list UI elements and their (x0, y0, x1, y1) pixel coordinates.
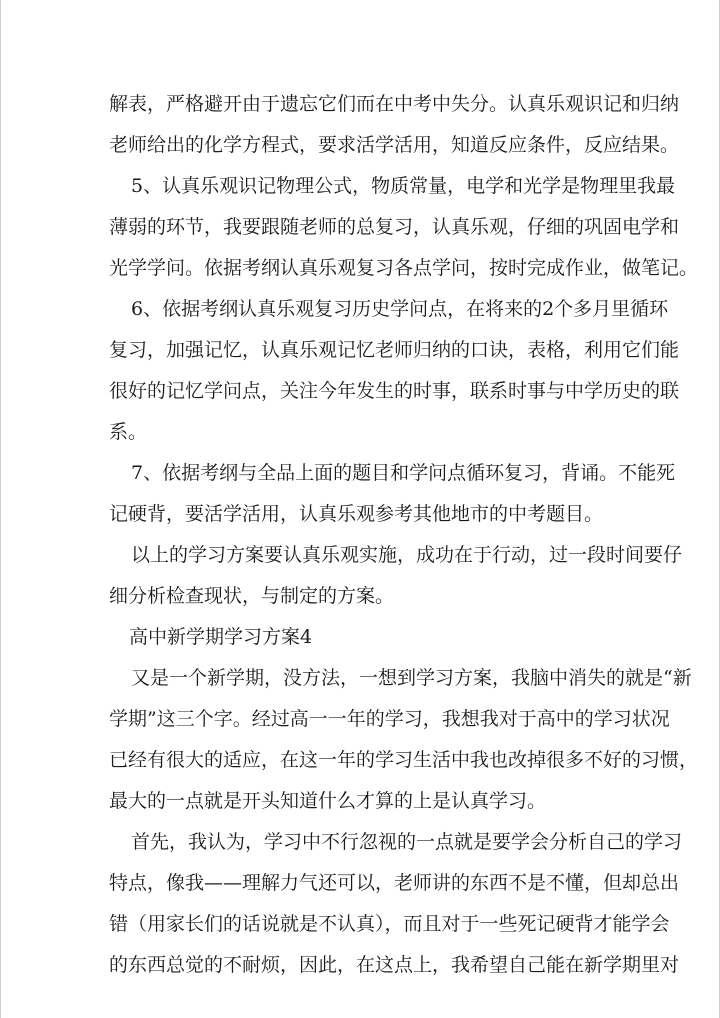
text-line: 以上的学习方案要认真乐观实施，成功在于行动，过一段时间要仔 (131, 544, 683, 566)
text-line: 5、认真乐观识记物理公式，物质常量，电学和光学是物理里我最 (131, 175, 676, 197)
text-line: 错（用家长们的话说就是不认真），而且对于一些死记硬背才能学会 (109, 913, 670, 935)
text-line: 很好的记忆学问点，关注今年发生的时事，联系时事与中学历史的联 (109, 380, 680, 402)
text-line: 细分析检查现状，与制定的方案。 (109, 585, 395, 607)
text-line: 光学学问。依据考纲认真乐观复习各点学问，按时完成作业，做笔记。 (109, 257, 699, 279)
text-line: 系。 (109, 421, 148, 443)
text-line: 6、依据考纲认真乐观复习历史学问点，在将来的2个多月里循环 (131, 298, 669, 320)
text-line: 最大的一点就是开头知道什么才算的上是认真学习。 (109, 790, 547, 812)
section-heading: 高中新学期学习方案4 (129, 626, 313, 648)
text-line: 首先，我认为，学习中不行忽视的一点就是要学会分析自己的学习 (131, 831, 683, 853)
text-line: 7、依据考纲与全品上面的题目和学问点循环复习，背诵。不能死 (131, 462, 676, 484)
text-line: 薄弱的环节，我要跟随老师的总复习，认真乐观，仔细的巩固电学和 (109, 216, 680, 238)
text-line: 特点，像我——理解力气还可以，老师讲的东西不是不懂，但却总出 (109, 872, 680, 894)
text-line: 已经有很大的适应，在这一年的学习生活中我也改掉很多不好的习惯， (109, 749, 699, 771)
text-line: 解表，严格避开由于遗忘它们而在中考中失分。认真乐观识记和归纳 (109, 93, 680, 115)
text-line: 老师给出的化学方程式，要求活学活用，知道反应条件，反应结果。 (109, 134, 680, 156)
text-line: 复习，加强记忆，认真乐观记忆老师归纳的口诀，表格，利用它们能 (109, 339, 680, 361)
text-line: 记硬背，要活学活用，认真乐观参考其他地市的中考题目。 (109, 503, 604, 525)
text-line: 又是一个新学期，没方法，一想到学习方案，我脑中消失的就是“新 (131, 667, 692, 689)
text-line: 学期”这三个字。经过高一一年的学习，我想我对于高中的学习状况 (109, 708, 670, 730)
text-line: 的东西总觉的不耐烦，因此，在这点上，我希望自己能在新学期里对 (109, 954, 680, 976)
